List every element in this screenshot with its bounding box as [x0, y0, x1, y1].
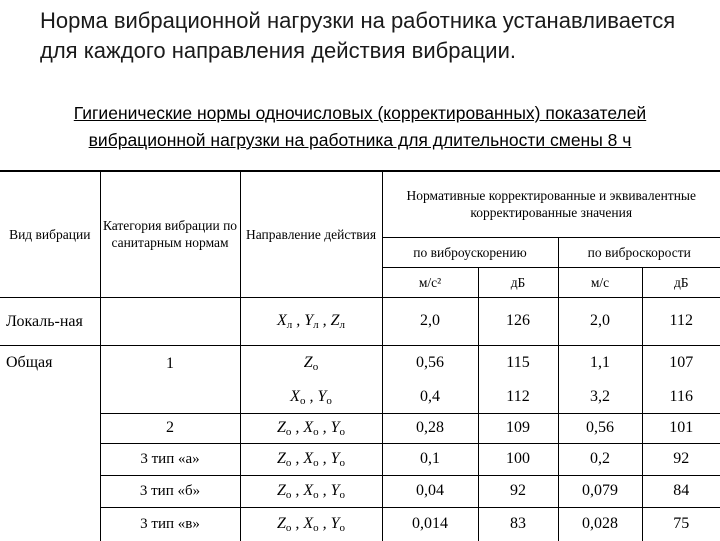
cell-direction: $Z_о$ , $X_о$ , $Y_о$	[240, 475, 382, 507]
cell-accel-db: 109	[478, 413, 558, 443]
cell-velocity: 2,0	[558, 297, 642, 345]
cell-velocity-db: 101	[642, 413, 720, 443]
table-row	[0, 507, 720, 541]
cell-velocity-db: 107	[669, 354, 694, 372]
cell-direction: $X_л$ , $Y_л$ , $Z_л$	[240, 297, 382, 345]
cell-accel: 2,0	[382, 297, 478, 345]
cell-accel-db: 83	[478, 507, 558, 541]
cell-velocity: 3,2	[558, 381, 642, 413]
cell-direction: $Z_о$	[240, 345, 382, 381]
cell-accel: 0,4	[382, 381, 478, 413]
table-row	[0, 413, 720, 443]
cell-velocity-db: 75	[673, 515, 690, 533]
cell-accel-db: 115	[478, 345, 558, 381]
cell-category: 1	[100, 345, 240, 413]
table-row	[0, 297, 720, 345]
cell-category: 3 тип «в»	[100, 507, 240, 541]
header-by-acceleration: по виброускорению	[382, 237, 558, 267]
cell-velocity-db: 92	[642, 443, 720, 475]
header-by-velocity: по виброскорости	[558, 237, 720, 267]
cell-accel: 0,28	[382, 413, 478, 443]
cell-accel-db: 92	[478, 475, 558, 507]
cell-type: Общая	[0, 345, 100, 541]
cell-direction: $Z_о$ , $X_о$ , $Y_о$	[240, 507, 382, 541]
cell-accel: 0,04	[382, 475, 478, 507]
cell-accel-db: 126	[478, 297, 558, 345]
header-direction: Направление действия	[240, 171, 382, 297]
table-title	[0, 100, 720, 154]
cell-type: Локаль-ная	[0, 297, 100, 345]
cell-direction: $X_о$ , $Y_о$	[240, 381, 382, 413]
cell-velocity: 0,56	[558, 413, 642, 443]
cell-direction: $Z_о$ , $X_о$ , $Y_о$	[240, 443, 382, 475]
table-row	[0, 475, 720, 507]
cell-velocity: 0,028	[558, 507, 642, 541]
cell-direction: $Z_о$ , $X_о$ , $Y_о$	[240, 413, 382, 443]
cell-accel: 0,1	[382, 443, 478, 475]
vibration-norms-table	[0, 170, 720, 541]
page-heading: Норма вибрационной нагрузки на работника устанавливается для каждого направления действия вибрации.	[40, 8, 676, 63]
header-vibration-type: Вид вибрации	[0, 171, 100, 297]
cell-velocity: 1,1	[558, 345, 642, 381]
cell-velocity: 0,079	[558, 475, 642, 507]
cell-accel-db: 112	[478, 381, 558, 413]
cell-category	[100, 297, 240, 345]
unit-velocity: м/с	[558, 267, 642, 297]
unit-acceleration-db: дБ	[478, 267, 558, 297]
cell-accel-db: 100	[478, 443, 558, 475]
cell-category: 3 тип «а»	[100, 443, 240, 475]
cell-velocity-db: 84	[642, 475, 720, 507]
table-title-line-2: вибрационной нагрузки на работника для длительности смены 8 ч	[88, 130, 632, 150]
table-title-line-1: Гигиенические нормы одночисловых (корректированных) показателей	[73, 103, 647, 123]
cell-velocity-db: 116	[642, 381, 720, 413]
unit-velocity-db: дБ	[642, 267, 720, 297]
cell-category: 2	[100, 413, 240, 443]
cell-accel: 0,014	[382, 507, 478, 541]
table-row	[0, 345, 720, 381]
header-vibration-category: Категория вибрации по санитарным нормам	[100, 171, 240, 297]
cell-accel: 0,56	[382, 345, 478, 381]
cell-velocity-db: 112	[642, 297, 720, 345]
unit-acceleration: м/с²	[382, 267, 478, 297]
table-row	[0, 443, 720, 475]
cell-velocity: 0,2	[558, 443, 642, 475]
header-normative-values: Нормативные корректированные и эквивалентные корректированные значения	[382, 171, 720, 237]
cell-category: 3 тип «б»	[100, 475, 240, 507]
